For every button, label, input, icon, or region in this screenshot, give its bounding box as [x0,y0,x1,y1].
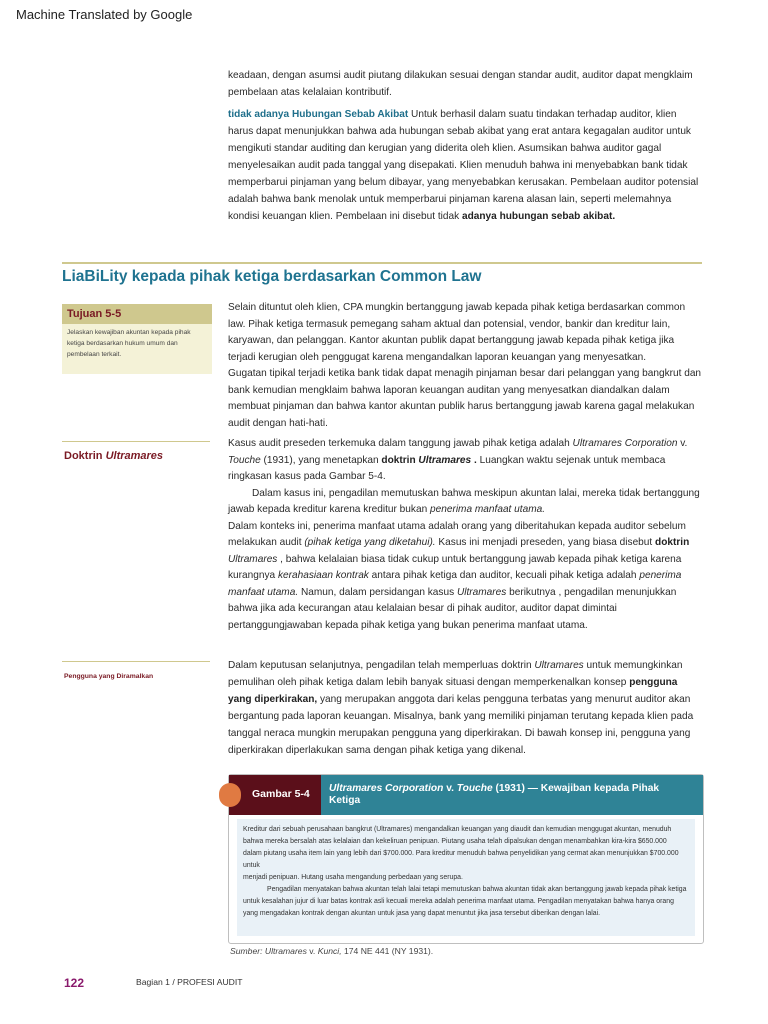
machine-translated-header: Machine Translated by Google [16,7,193,22]
figure-body [237,819,695,936]
run-in-heading-causation: tidak adanya Hubungan Sebab Akibat [228,109,409,120]
foreseen-users-paragraph: Dalam keputusan selanjutnya, pengadilan telah memperluas doktrin Ultramares untuk memungkinkan pemulihan oleh pihak ketiga dalam lebih banyak situasi dengan memperkenalkan konsep pengguna yang diperkirakan, yang merupakan anggota dari kelas pengguna terbatas yang menurut auditor akan bergantung pada laporan keuangan. Misalnya, bank yang memiliki pinjaman terutang kepada klien pada tanggal neraca mungkin merupakan pengguna yang diperkirakan. Di bawah konsep ini, pengguna yang diperkirakan diperlakukan sama dengan pihak ketiga yang dikenal. [228,660,694,756]
figure-label-box [229,775,321,815]
page-number: 122 [64,976,85,990]
figure-5-4 [228,774,704,944]
figure-source: Sumber: Ultramares v. Kunci, 174 NE 441 (NY 1931). [230,946,434,956]
objective-title: Tujuan 5-5 [62,304,212,324]
section-title: LiaBiLity kepada pihak ketiga berdasarkan Common Law [62,268,482,285]
intro-paragraph-2: tidak adanya Hubungan Sebab Akibat Untuk berhasil dalam suatu tindakan terhadap auditor, klien harus dapat menunjukkan bahwa ada hubungan sebab akibat yang erat antara kegagalan auditor untuk mengikuti standar auditing dan kerugian yang diderita oleh klien. Asumsikan bahwa auditor gagal menyelesaikan audit pada tanggal yang disepakati. Klien menuduh bahwa ini menyebabkan bank tidak memperbarui pinjaman yang belum dibayar, yang menyebabkan kerusakan. Pembelaan auditor potensial adalah bahwa bank menolak untuk memperbarui pinjaman karena alasan lain, seperti melemahnya kondisi keuangan klien. Pembelaan ini disebut tidak adanya hubungan sebab akibat. [228,109,699,222]
foreseen-users-side-label: Pengguna yang Diramalkan [64,673,154,680]
foreseen-side-rule [62,661,210,662]
figure-label: Gambar 5-4 [252,788,310,800]
figure-paragraph-3: Pengadilan menyatakan bahwa akuntan telah lalai tetapi memutuskan bahwa akuntan tidak akan bertanggung jawab kepada pihak ketiga untuk kesalahan jujur di luar batas kontrak asli kecuali mereka adalah penerima manfaat utama. Pengadilan menyatakan bahwa hanya orang yang mengadakan kontrak dengan akuntan untuk jasa yang dapat menuntut jika jasa tersebut diberikan dengan lalai. [243,886,687,917]
figure-paragraph-2: menjadi penipuan. Hutang usaha mengandung perbedaan yang serupa. [243,874,463,881]
figure-title: Ultramares Corporation v. Touche (1931) — Kewajiban kepada Pihak Ketiga [329,783,660,806]
figure-paragraph-1: Kreditur dari sebuah perusahaan bangkrut (Ultramares) mengandalkan keuangan yang diaudit dan kemudian menggugat akuntan, menuduh bahwa mereka bersalah atas kelalaian dan kekeliruan penipuan. Piutang usaha telah dipalsukan dengan menambahkan kira-kira $650.000 dalam piutang usaha item lain yang lebih dari $700.000. Para kreditur menuduh bahwa penyelidikan yang cermat akan menunjukkan $700.000 untuk [243,826,679,869]
third-party-paragraphs: Selain dituntut oleh klien, CPA mungkin bertanggung jawab kepada pihak ketiga berdasarkan common law. Pihak ketiga termasuk pemegang saham aktual dan potensial, vendor, bankir dan kreditur lain, karyawan, dan pelanggan. Kantor akuntan publik dapat bertanggung jawab kepada pihak ketiga jika terjadi kerugian oleh penggugat karena mengandalkan laporan keuangan yang menyesatkan. Gugatan tipikal terjadi ketika bank tidak dapat menagih pinjaman besar dari pelanggan yang bangkrut dan bank kemudian mengklaim bahwa laporan keuangan auditan yang menyesatkan diandalkan dalam membuat pinjaman dan bahwa kantor akuntan publik harus bertanggung jawab karena gagal melakukan audit dengan hati-hati. [228,302,702,429]
figure-accent-dot [219,783,241,807]
doktrin-side-rule [62,441,210,442]
running-head: Bagian 1 / PROFESI AUDIT [136,977,243,987]
objective-box [62,304,212,374]
objective-text: Jelaskan kewajiban akuntan kepada pihak ketiga berdasarkan hukum umum dan pembelaan terkait. [67,329,191,358]
doktrin-paragraphs: Kasus audit preseden terkemuka dalam tanggung jawab pihak ketiga adalah Ultramares Corporation v. Touche (1931), yang menetapkan doktrin Ultramares . Luangkan waktu sejenak untuk membaca ringkasan kasus pada Gambar 5-4. Dalam kasus ini, pengadilan memutuskan bahwa meskipun akuntan lalai, mereka tidak bertanggung jawab kepada kreditur karena kreditur bukan penerima manfaat utama. Dalam konteks ini, penerima manfaat utama adalah orang yang diberitahukan kepada auditor sebelum melakukan audit (pihak ketiga yang diketahui). Kasus ini menjadi preseden, yang biasa disebut doktrin Ultramares , bahwa kelalaian biasa tidak cukup untuk bertanggung jawab kepada pihak ketiga karena kurangnya kerahasiaan kontrak antara pihak ketiga dan auditor, kecuali pihak ketiga adalah penerima manfaat utama. Namun, dalam persidangan kasus Ultramares berikutnya , pengadilan menunjukkan bahwa jika ada kecurangan atau kelalaian besar di pihak auditor, auditor dapat dimintai pertanggungjawaban kepada pihak ketiga yang bukan penerima manfaat utama. [228,438,700,631]
section-rule [62,262,702,264]
intro-paragraph-1: keadaan, dengan asumsi audit piutang dilakukan sesuai dengan standar audit, auditor dapat mengklaim pembelaan atas kelalaian kontributif. [228,70,693,98]
doktrin-side-title: Doktrin Ultramares [64,450,164,462]
figure-header [229,775,703,815]
